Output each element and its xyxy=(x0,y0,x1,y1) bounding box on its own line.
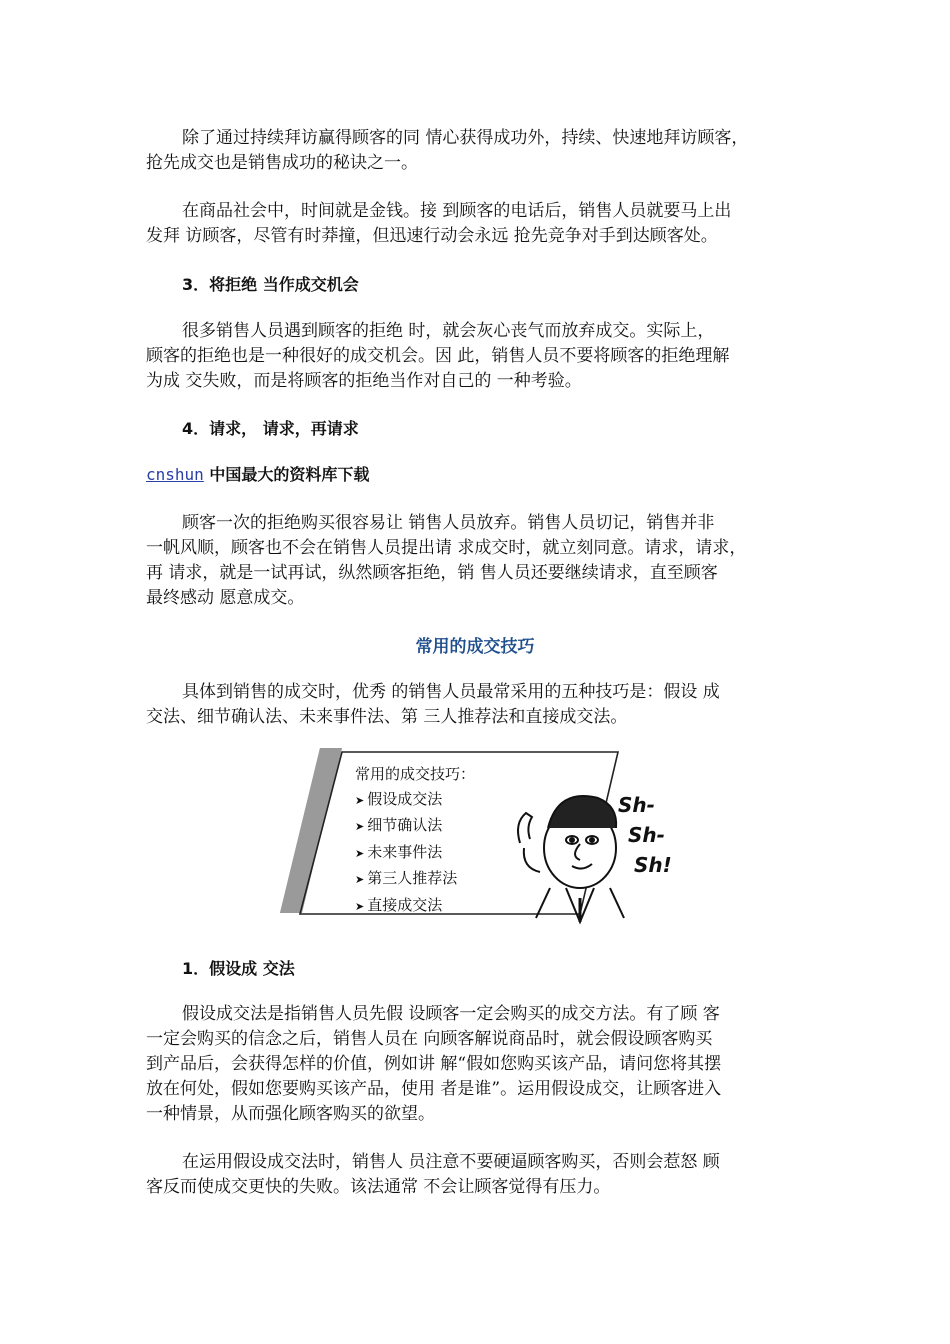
cnshun-link[interactable]: cnshun xyxy=(146,465,204,484)
section-title: 常用的成交技巧 xyxy=(415,637,535,657)
paragraph-2-line-1: 在商品社会中，时间就是金钱。接 到顾客的电话后，销售人员就要马上出 xyxy=(182,201,732,221)
arrow-right-icon: ➤ xyxy=(355,793,365,807)
arrow-right-icon: ➤ xyxy=(355,899,365,913)
figure-item: ➤ 细节确认法 xyxy=(355,813,475,840)
figure-item: ➤ 第三人推荐法 xyxy=(355,866,475,893)
figure-gray-band xyxy=(280,748,342,913)
paragraph-1-line-1: 除了通过持续拜访赢得顾客的同 情心获得成功外，持续、快速地拜访顾客， xyxy=(182,128,749,148)
paragraph-6-line-1: 假设成交法是指销售人员先假 设顾客一定会购买的成交方法。有了顾 客 xyxy=(182,1004,720,1024)
cartoon-man-icon xyxy=(518,796,624,922)
heading-1: 1．假设成 交法 xyxy=(182,959,295,978)
figure-list xyxy=(355,762,475,919)
paragraph-4-line-3: 再 请求，就是一试再试，纵然顾客拒绝，销 售人员还要继续请求，直至顾客 xyxy=(146,563,718,583)
paragraph-4-line-1: 顾客一次的拒绝购买很容易让 销售人员放弃。销售人员切记，销售并非 xyxy=(182,513,715,533)
figure-item: ➤ 直接成交法 xyxy=(355,893,475,920)
paragraph-4-line-4: 最终感动 愿意成交。 xyxy=(146,588,305,608)
paragraph-3-line-1: 很多销售人员遇到顾客的拒绝 时，就会灰心丧气而放弃成交。实际上， xyxy=(182,321,715,341)
paragraph-5-line-2: 交法、细节确认法、未来事件法、第 三人推荐法和直接成交法。 xyxy=(146,707,628,727)
figure-item: ➤ 假设成交法 xyxy=(355,787,475,814)
paragraph-7-line-2: 客反而使成交更快的失败。该法通常 不会让顾客觉得有压力。 xyxy=(146,1177,611,1197)
heading-3: 3．将拒绝 当作成交机会 xyxy=(182,275,359,294)
paragraph-2-line-2: 发拜 访顾客，尽管有时莽撞，但迅速行动会永远 抢先竞争对手到达顾客处。 xyxy=(146,226,718,246)
paragraph-3-line-3: 为成 交失败，而是将顾客的拒绝当作对自己的 一种考验。 xyxy=(146,371,582,391)
link-line xyxy=(146,463,369,487)
speech-line-1: Sh- xyxy=(618,793,655,817)
link-line-text: 中国最大的资料库下载 xyxy=(203,465,370,484)
arrow-right-icon: ➤ xyxy=(355,846,365,860)
paragraph-6-line-2: 一定会购买的信念之后，销售人员在 向顾客解说商品时，就会假设顾客购买 xyxy=(146,1029,713,1049)
speech-line-2: Sh- xyxy=(628,823,665,847)
arrow-right-icon: ➤ xyxy=(355,873,365,886)
paragraph-3-line-2: 顾客的拒绝也是一种很好的成交机会。因 此，销售人员不要将顾客的拒绝理解 xyxy=(146,346,730,366)
paragraph-6-line-4: 放在何处，假如您要购买该产品，使用 者是谁”。运用假设成交，让顾客进入 xyxy=(146,1079,722,1099)
figure-item: ➤ 未来事件法 xyxy=(355,840,475,867)
paragraph-4-line-2: 一帆风顺，顾客也不会在销售人员提出请 求成交时，就立刻同意。请求，请求， xyxy=(146,538,747,558)
figure-title: 常用的成交技巧： xyxy=(355,765,476,783)
speech-line-3: Sh! xyxy=(634,853,672,877)
paragraph-5-line-1: 具体到销售的成交时，优秀 的销售人员最常采用的五种技巧是：假设 成 xyxy=(182,682,720,702)
paragraph-7-line-1: 在运用假设成交法时，销售人 员注意不要硬逼顾客购买，否则会惹怒 顾 xyxy=(182,1152,720,1172)
arrow-right-icon: ➤ xyxy=(355,820,365,833)
heading-4: 4．请求， 请求，再请求 xyxy=(182,419,359,438)
paragraph-6-line-3: 到产品后，会获得怎样的价值，例如讲 解“假如您购买该产品，请问您将其摆 xyxy=(146,1054,722,1074)
speech-text xyxy=(618,790,672,880)
paragraph-1-line-2: 抢先成交也是销售成功的秘诀之一。 xyxy=(146,153,418,173)
paragraph-6-line-5: 一种情景，从而强化顾客购买的欲望。 xyxy=(146,1104,435,1124)
